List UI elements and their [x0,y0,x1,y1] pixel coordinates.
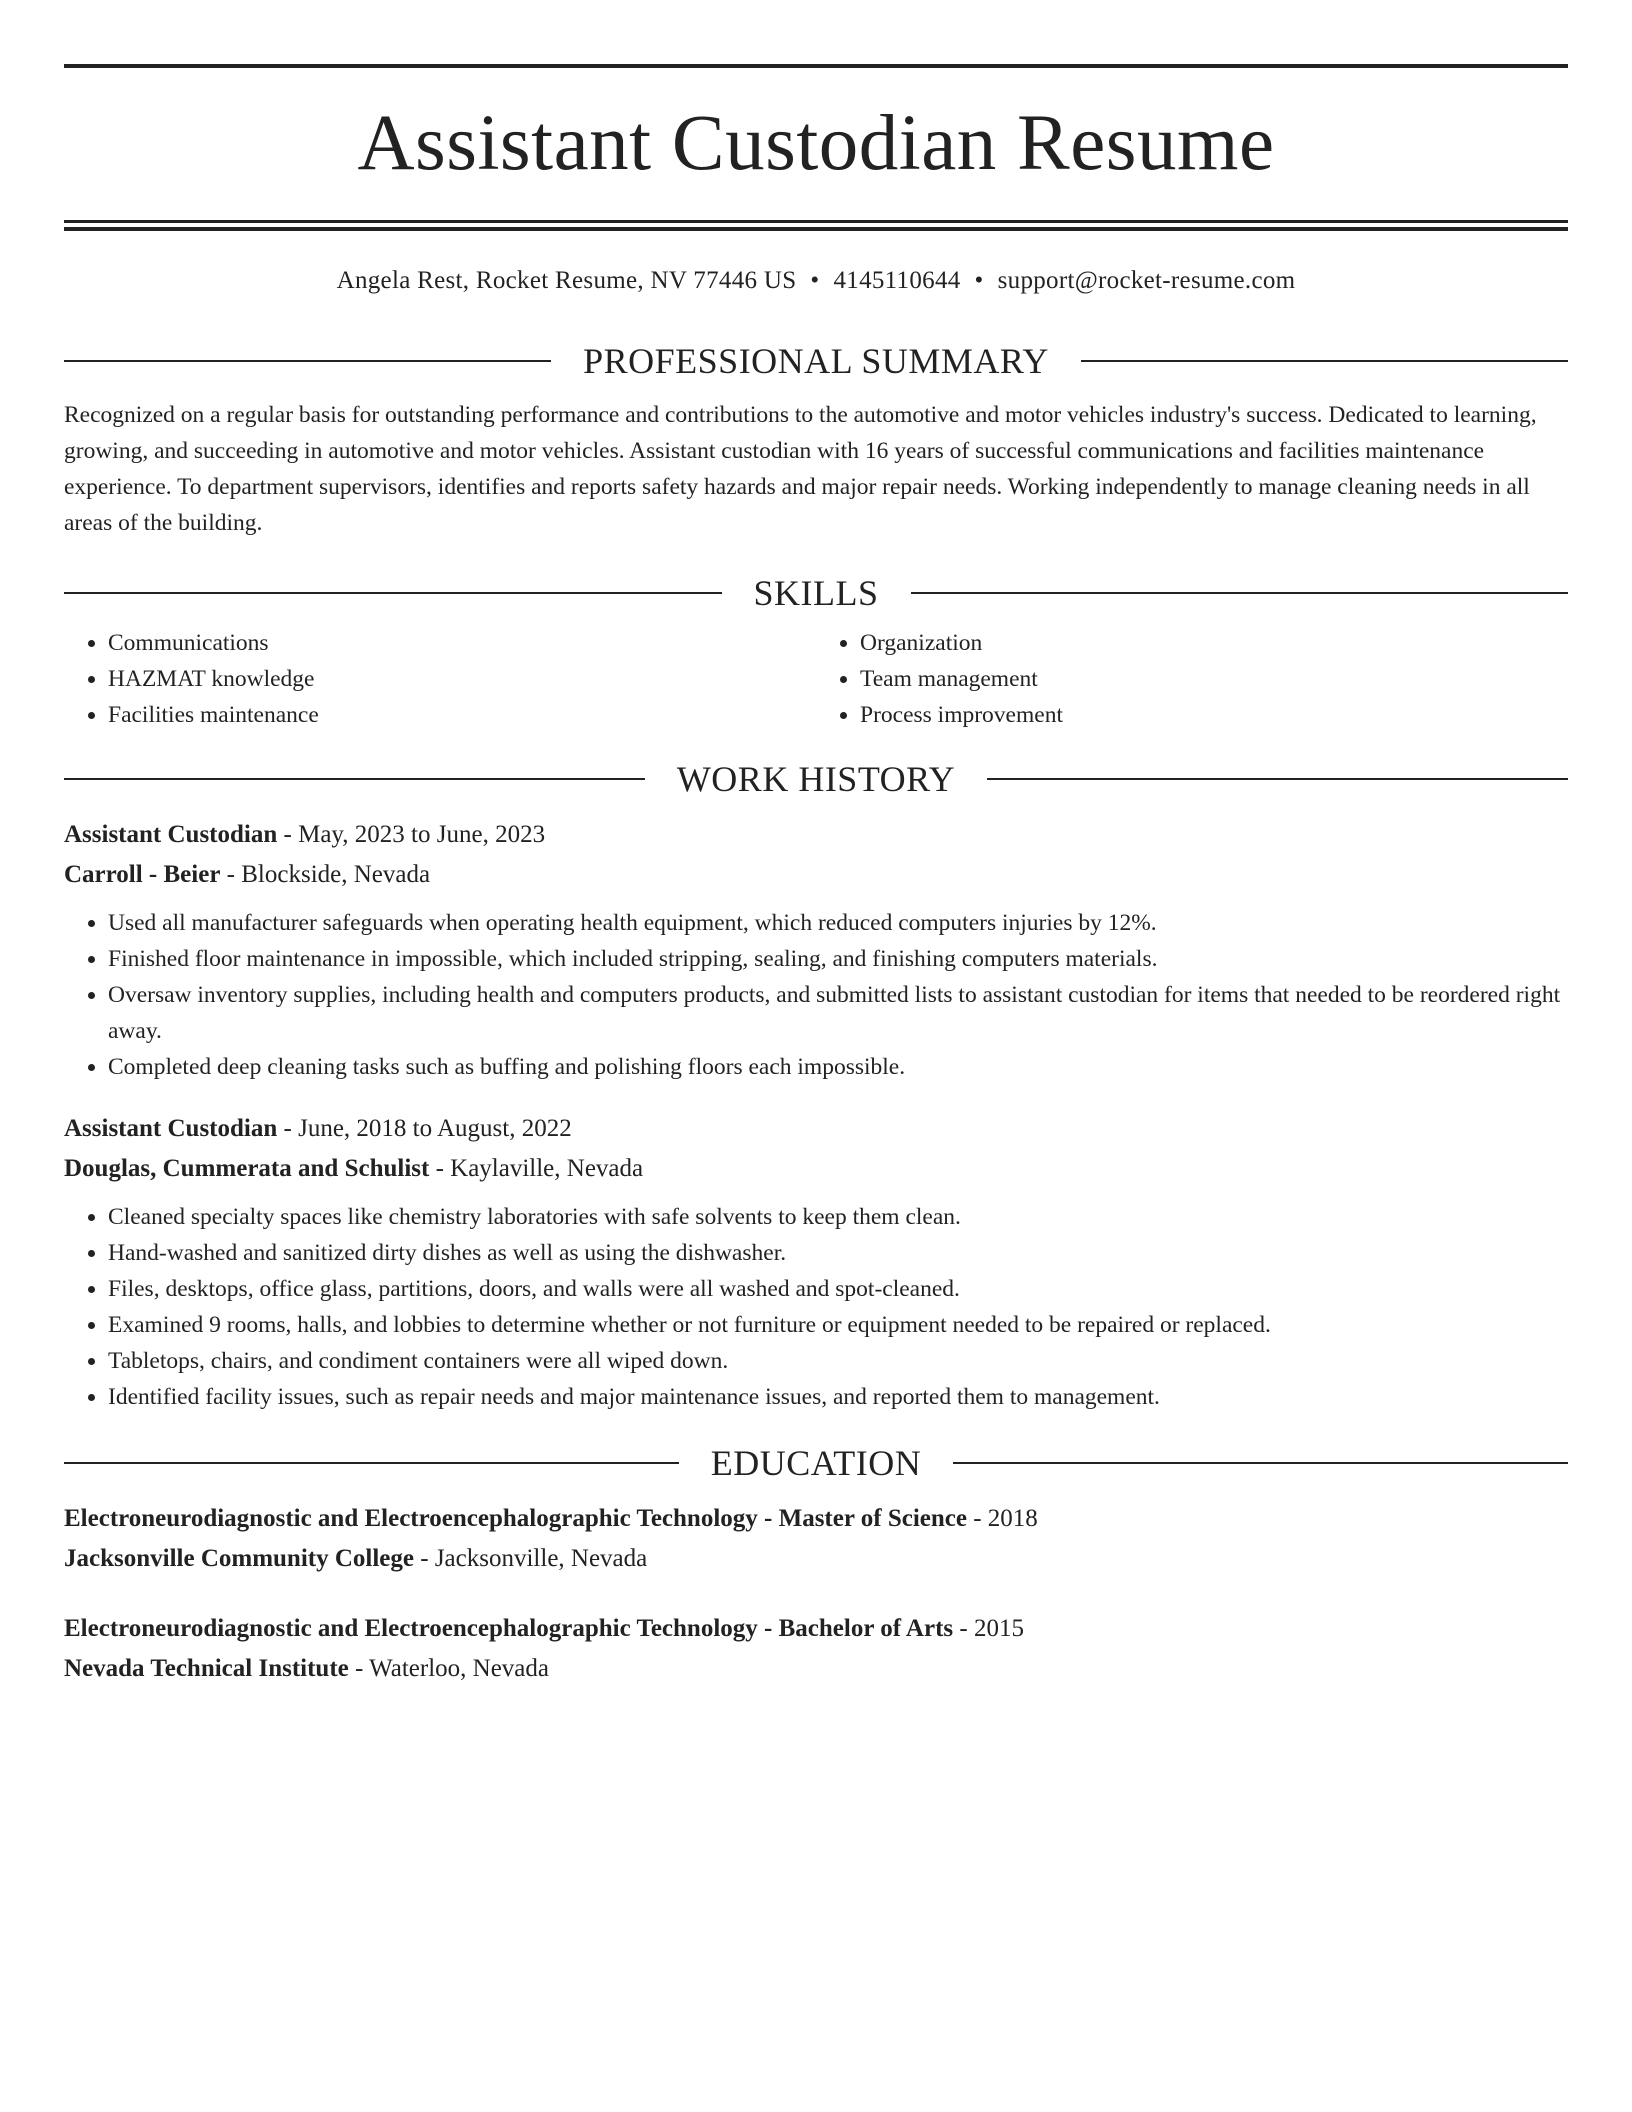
contact-phone: 4145110644 [833,267,961,294]
heading-rule-right [987,778,1568,780]
summary-section-heading [64,343,1568,379]
education-degree: Electroneurodiagnostic and Electroencephalographic Technology - Master of Science [64,1505,967,1532]
heading-rule-left [64,592,722,594]
heading-rule-right [1081,360,1568,362]
education-location: - Jacksonville, Nevada [414,1545,648,1572]
heading-rule-left [64,1462,679,1464]
contact-separator: • [974,267,984,294]
contact-email: support@rocket-resume.com [997,267,1296,294]
skill-item: • Team management [860,661,1568,697]
job-bullets [64,1199,1568,1415]
top-rule [64,64,1568,68]
heading-rule-right [911,592,1569,594]
skills-section-heading [64,575,1568,611]
education-year: - 2015 [953,1615,1024,1642]
resume-title: Assistant Custodian Resume [357,100,1275,187]
job-bullet: • Identified facility issues, such as repair needs and major maintenance issues, and reported them to management. [108,1379,1568,1415]
job-title-line [64,815,1568,855]
job-bullet: • Completed deep cleaning tasks such as buffing and polishing floors each impossible. [108,1049,1568,1085]
job-bullet: • Examined 9 rooms, halls, and lobbies to determine whether or not furniture or equipment needed to be repaired or replaced. [108,1307,1568,1343]
skills-heading-label: SKILLS [753,573,879,613]
job-bullets [64,905,1568,1085]
job-bullet: • Files, desktops, office glass, partitions, doors, and walls were all washed and spot-cleaned. [108,1271,1568,1307]
skills-list [64,625,1568,733]
job-bullet: • Hand-washed and sanitized dirty dishes as well as using the dishwasher. [108,1235,1568,1271]
job-bullet: • Cleaned specialty spaces like chemistry laboratories with safe solvents to keep them clean. [108,1199,1568,1235]
skills-column-right [816,625,1568,733]
skill-item: • Facilities maintenance [108,697,816,733]
job-dates: - May, 2023 to June, 2023 [277,821,546,848]
job-location: - Blockside, Nevada [220,861,431,888]
job-entry [64,815,1568,1085]
work-section-heading [64,761,1568,797]
resume-page [64,64,1568,1689]
job-company-line [64,1149,1568,1189]
job-title: Assistant Custodian [64,821,278,848]
skill-item: • Communications [108,625,816,661]
job-bullet: • Tabletops, chairs, and condiment containers were all wiped down. [108,1343,1568,1379]
education-heading-label: EDUCATION [710,1443,922,1483]
contact-line [64,265,1568,297]
skill-item: • Process improvement [860,697,1568,733]
job-company: Carroll - Beier [64,861,221,888]
job-bullet: • Finished floor maintenance in impossible, which included stripping, sealing, and finishing computers materials. [108,941,1568,977]
education-location: - Waterloo, Nevada [348,1655,549,1682]
job-entry [64,1109,1568,1415]
education-degree-line [64,1609,1568,1649]
education-section-heading [64,1445,1568,1481]
education-year: - 2018 [966,1505,1038,1532]
title-double-rule [64,220,1568,231]
skill-item: • HAZMAT knowledge [108,661,816,697]
education-school-line [64,1539,1568,1579]
job-dates: - June, 2018 to August, 2022 [277,1115,572,1142]
job-company: Douglas, Cummerata and Schulist [64,1155,430,1182]
education-degree: Electroneurodiagnostic and Electroencephalographic Technology - Bachelor of Arts [64,1615,954,1642]
job-title-line [64,1109,1568,1149]
job-title: Assistant Custodian [64,1115,278,1142]
heading-rule-left [64,778,645,780]
job-company-line [64,855,1568,895]
summary-heading-label: PROFESSIONAL SUMMARY [583,341,1049,381]
work-heading-label: WORK HISTORY [676,759,956,799]
heading-rule-left [64,360,551,362]
education-school: Jacksonville Community College [64,1545,414,1572]
education-entry [64,1609,1568,1689]
contact-address: Angela Rest, Rocket Resume, NV 77446 US [336,267,797,294]
heading-rule-right [953,1462,1568,1464]
education-entry [64,1499,1568,1579]
skills-column-left [64,625,816,733]
summary-text: Recognized on a regular basis for outstanding performance and contributions to the automotive and motor vehicles industry's success. Dedicated to learning, growing, and succeeding in automotive and motor vehicles. Assistant custodian with 16 years of successful communications and facilities maintenance experience. To department supervisors, identifies and reports safety hazards and major repair needs. Working independently to manage cleaning needs in all areas of the building. [64,402,1537,536]
education-degree-line [64,1499,1568,1539]
job-location: - Kaylaville, Nevada [429,1155,644,1182]
education-school-line [64,1649,1568,1689]
job-bullet: • Oversaw inventory supplies, including health and computers products, and submitted lists to assistant custodian for items that needed to be reordered right away. [108,977,1568,1049]
skill-item: • Organization [860,625,1568,661]
contact-separator: • [810,267,820,294]
job-bullet: • Used all manufacturer safeguards when operating health equipment, which reduced computers injuries by 12%. [108,905,1568,941]
education-school: Nevada Technical Institute [64,1655,349,1682]
